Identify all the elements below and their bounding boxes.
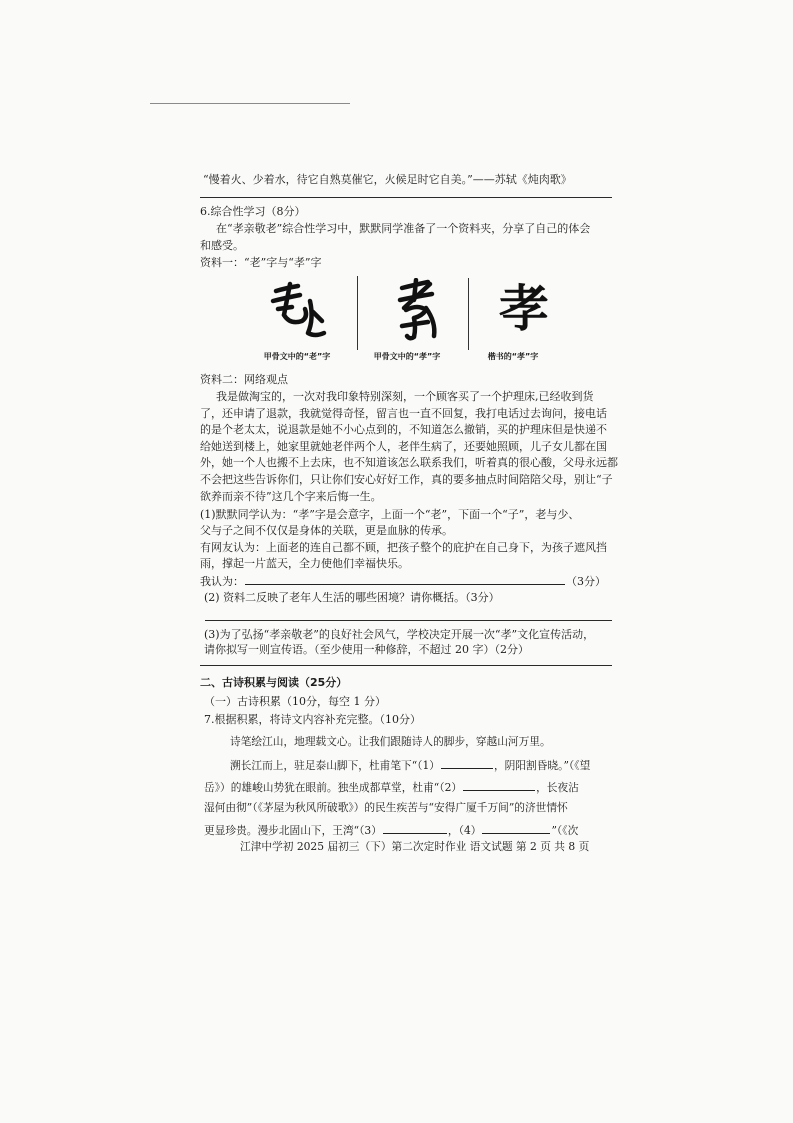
q7-intro: 诗笔绘江山，地理载文心。让我们跟随诗人的脚步，穿越山河万里。 [230,735,551,748]
sub1-line: 有网友认为：上面老的连自己都不顾，把孩子整个的庇护在自己身下，为孩子遮风挡 [200,541,607,554]
sub3-line: 请你拟写一则宣传语。（至少使用一种修辞，不超过 20 字）（2分） [204,643,529,656]
sub3-answer-line [200,665,612,666]
oracle-lao-glyph [268,279,328,341]
poem-text: 溯长江而上，驻足泰山脚下，杜甫笔下“（1） [230,759,440,772]
poem-blank [463,780,535,791]
q6-intro-line: 在“孝亲敬老”综合性学习中，默默同学准备了一个资料夹，分享了自己的体会 [216,222,591,235]
section2-title: 二、古诗积累与阅读（25分） [200,676,348,689]
poem-text: ，长夜沾 [536,781,579,794]
material2-line: 的是个老太太，说退款是她不小心点到的，不知道怎么撤销，买的护理床但是快递不 [200,423,607,436]
sub1-line: 父与子之间不仅仅是身体的关联，更是血脉的传承。 [200,524,453,537]
material2-line: 给她送到楼上，她家里就她老伴两个人，老伴生病了，还要她照顾，儿子女儿都在国 [200,440,607,453]
poem-line [204,801,568,815]
quote-answer-line [200,197,612,198]
glyph-divider [357,276,358,350]
material2-heading: 资料二：网络观点 [200,373,288,386]
glyph-caption: 甲骨文中的“老”字 [263,352,331,361]
sub1-line: (1)默默同学认为：“孝”字是会意字，上面一个“老”，下面一个“子”，老与少、 [200,508,580,521]
poem-text: 更显珍贵。漫步北固山下，王湾“（3） [204,824,382,837]
q6-title: 6.综合性学习（8分） [200,205,306,218]
page-footer: 江津中学初 2025 届初三（下）第二次定时作业 语文试题 第 2 页 共 8 页 [240,840,590,853]
answer-prefix: 我认为： [200,575,244,588]
material1-heading: 资料一：“老”字与“孝”字 [200,256,322,269]
poem-text: ，阴阳割昏晓。”（《望 [493,759,591,772]
answer-blank [245,574,565,585]
glyph-divider [468,278,469,350]
material2-line: 外，她一个人也搬不上去床，也不知道该怎么联系我们，听着真的很心酸，父母永远都 [200,456,618,469]
poem-line [204,780,579,795]
top-rule [150,103,350,104]
poem-blank [441,758,493,769]
sub1-answer-line [200,574,606,589]
material2-line: 我是做淘宝的，一次对我印象特别深刻，一个顾客买了一个护理床,已经收到货 [216,390,594,403]
poem-line [230,758,590,773]
sub2-question: (2) 资料二反映了老年人生活的哪些困境？请你概括。（3分） [204,591,500,604]
poem-text: 湿何由彻”（《茅屋为秋风所破歌》）的民生疾苦与“安得广厦千万间”的济世情怀 [204,801,568,814]
poem-line [204,823,578,838]
material2-line: 欲养而亲不待”这几个字来后悔一生。 [200,490,382,503]
answer-score: （3分） [566,575,606,588]
sub2-answer-line [205,620,612,621]
q7-title: 7.根据积累，将诗文内容补充完整。（10分） [204,713,421,726]
poem-text: 岳》）的雄峻山势犹在眼前。独坐成都草堂，杜甫“（2） [204,781,463,794]
sub1-line: 雨，撑起一片蓝天，全力使他们幸福快乐。 [200,557,409,570]
quote-line: “慢着火、少着水，待它自熟莫催它，火候足时它自美。”——苏轼《炖肉歌》 [203,173,572,186]
poem-text: ，（4） [447,824,482,837]
material2-line: 不会把这些告诉你们，只让你们安心好好工作，真的要多抽点时间陪陪父母，别让“子 [200,473,613,486]
q6-intro-line: 和感受。 [200,239,244,252]
poem-blank [482,823,550,834]
poem-text: ”（《次 [551,824,579,837]
material2-line: 了，还申请了退款，我就觉得奇怪，留言也一直不回复，我打电话过去询问，接电话 [200,407,607,420]
kaishu-xiao-glyph: 孝 [499,279,549,338]
glyph-caption: 甲骨文中的“孝”字 [373,352,441,361]
sub3-line: (3)为了弘扬“孝亲敬老”的良好社会风气，学校决定开展一次“孝”文化宣传活动， [204,628,595,641]
section2-part1: （一）古诗积累（10分，每空 1 分） [204,695,386,708]
oracle-xiao-glyph [392,278,442,342]
poem-blank [383,823,447,834]
glyph-caption: 楷书的“孝”字 [487,352,539,361]
